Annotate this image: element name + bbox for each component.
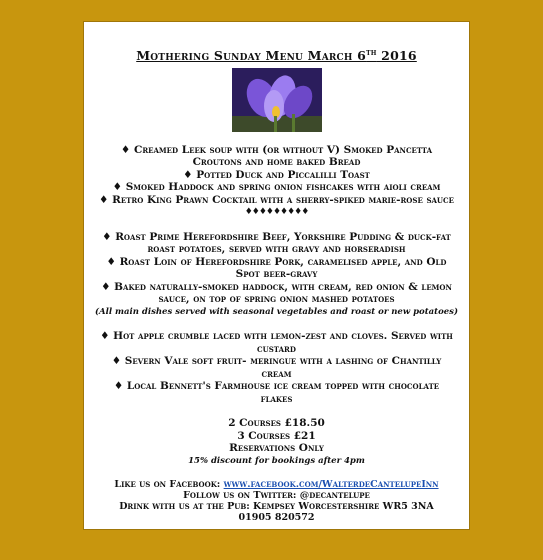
desserts-section — [84, 330, 469, 405]
starters-section — [84, 144, 469, 219]
twitter-line: Follow us on Twitter: @decantelupe — [183, 490, 370, 502]
menu-item: ♦ Roast Prime Herefordshire Beef, Yorkshire Pudding & duck-fat roast potatoes, served with gravy and horseradish — [102, 230, 451, 256]
menu-item: ♦ Severn Vale soft fruit- meringue with a lashing of Chantilly cream — [111, 355, 442, 380]
phone-number: 01905 820572 — [238, 512, 315, 524]
facebook-line: Like us on Facebook: www.facebook.com/WalterdeCantelupeInn — [114, 479, 439, 491]
section-separator: ♦♦♦♦♦♦♦♦♦ — [244, 207, 309, 218]
menu-page — [83, 21, 470, 530]
mains-section — [84, 231, 469, 319]
mains-note: (All main dishes served with seasonal vegetables and roast or new potatoes) — [95, 306, 458, 317]
prices-section — [84, 417, 469, 467]
menu-item: ♦ Hot apple crumble laced with lemon-zest and cloves. Served with custard — [100, 330, 453, 355]
price-three-courses: 3 Courses £21 — [237, 429, 316, 442]
crocus-photo — [232, 68, 322, 132]
price-two-courses: 2 Courses £18.50 — [228, 417, 325, 430]
menu-item: ♦ Retro King Prawn Cocktail with a sherry-spiked marie-rose sauce — [99, 193, 454, 206]
menu-item: ♦ Creamed Leek soup with (or without V) Smoked Pancetta Croutons and home baked Bread — [120, 143, 433, 169]
reservations-note: Reservations Only — [229, 442, 324, 455]
contact-footer — [84, 479, 469, 523]
pub-address: Drink with us at the Pub: Kempsey Worcestershire WR5 3NA — [119, 501, 434, 513]
menu-item: ♦ Smoked Haddock and spring onion fishcakes with aioli cream — [112, 181, 441, 194]
menu-item: ♦ Baked naturally-smoked haddock, with cream, red onion & lemon sauce, on top of spring onion mashed potatoes — [101, 280, 452, 306]
menu-item: ♦ Potted Duck and Piccalilli Toast — [183, 168, 370, 181]
menu-title: Mothering Sunday Menu March 6th 2016 — [136, 47, 417, 64]
menu-item: ♦ Roast Loin of Herefordshire Pork, caramelised apple, and Old Spot beer-gravy — [106, 255, 447, 281]
discount-note: 15% discount for bookings after 4pm — [188, 455, 365, 466]
facebook-link[interactable]: www.facebook.com/WalterdeCantelupeInn — [223, 479, 439, 491]
menu-item: ♦ Local Bennett's Farmhouse ice cream topped with chocolate flakes — [113, 380, 440, 405]
